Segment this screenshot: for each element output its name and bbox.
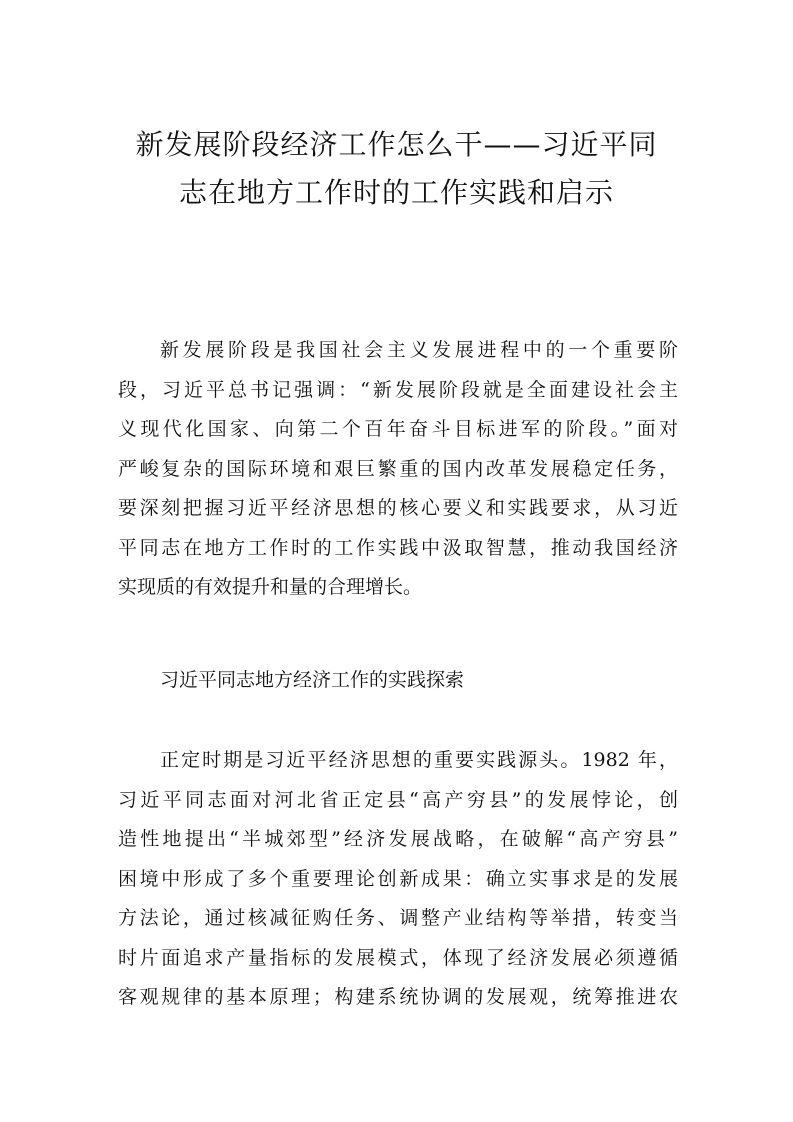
paragraph-2-line: 困境中形成了多个重要理论创新成果：确立实事求是的发展: [118, 867, 678, 890]
paragraph-2-line: 习近平同志面对河北省正定县“高产穷县”的发展悖论，创: [118, 788, 678, 811]
title-line-1: 新发展阶段经济工作怎么干——习近平同: [135, 128, 658, 161]
document-title: [110, 121, 683, 217]
paragraph-1-line: 要深刻把握习近平经济思想的核心要义和实践要求，从习近: [118, 497, 678, 519]
paragraph-2-line: 造性地提出“半城郊型”经济发展战略，在破解“高产穷县”: [118, 828, 678, 850]
paragraph-1: [118, 331, 678, 608]
paragraph-2-line: 客观规律的基本原理；构建系统协调的发展观，统筹推进农: [118, 986, 678, 1008]
paragraph-2-line: 正定时期是习近平经济思想的重要实践源头。1982 年，: [160, 749, 678, 771]
paragraph-1-line: 义现代化国家、向第二个百年奋斗目标进军的阶段。”面对: [118, 418, 678, 440]
paragraph-1-line: 严峻复杂的国际环境和艰巨繁重的国内改革发展稳定任务，: [118, 457, 678, 480]
paragraph-1-line: 实现质的有效提升和量的合理增长。: [118, 576, 423, 598]
paragraph-2: [118, 741, 678, 1018]
title-line-2: 志在地方工作时的工作实践和启示: [178, 176, 614, 209]
paragraph-1-line: 段，习近平总书记强调：“新发展阶段就是全面建设社会主: [118, 378, 678, 401]
paragraph-1-line: 新发展阶段是我国社会主义发展进程中的一个重要阶: [160, 339, 678, 361]
paragraph-1-line: 平同志在地方工作时的工作实践中汲取智慧，推动我国经济: [118, 536, 678, 559]
paragraph-2-line: 时片面追求产量指标的发展模式，体现了经济发展必须遵循: [118, 946, 678, 969]
paragraph-2-line: 方法论，通过核减征购任务、调整产业结构等举措，转变当: [118, 907, 678, 929]
section-heading: 习近平同志地方经济工作的实践探索: [160, 669, 465, 691]
